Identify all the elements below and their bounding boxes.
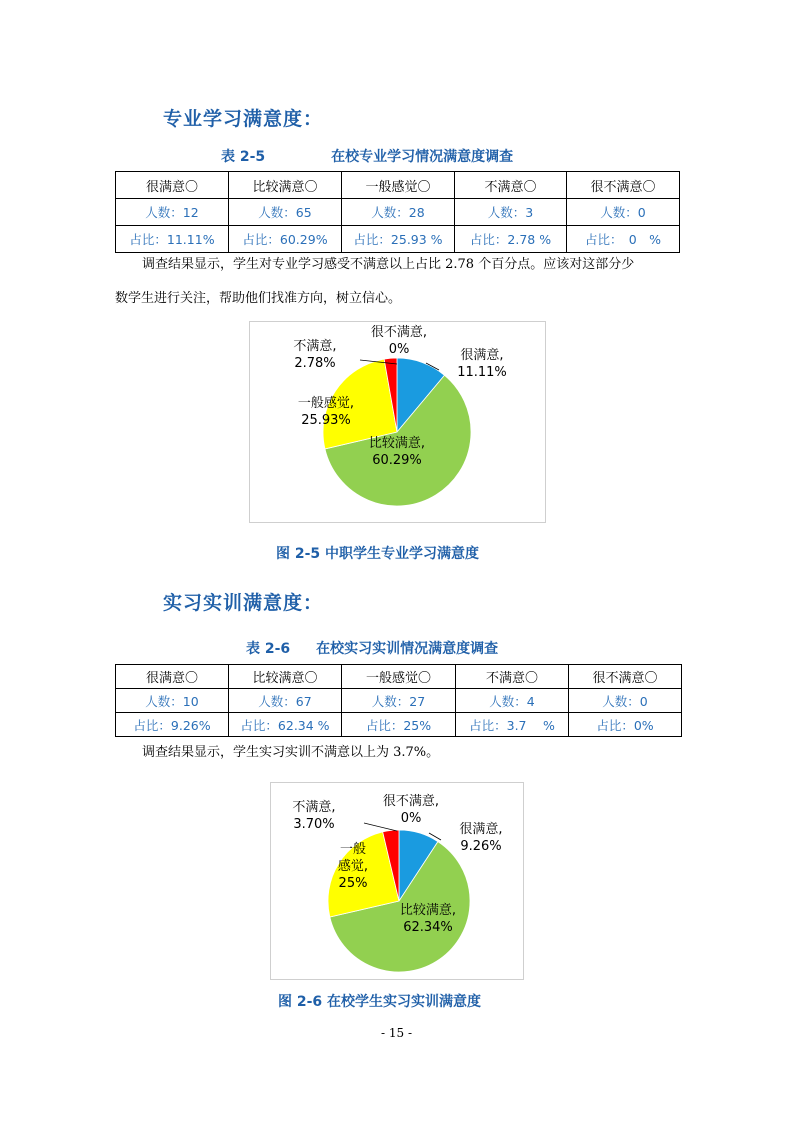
figure-caption-2-6: 图 2-6 在校学生实习实训满意度 bbox=[278, 994, 482, 1010]
count-cell: 人数：0 bbox=[567, 199, 680, 226]
header-cell-very-unsatisfied: 很不满意〇 bbox=[569, 665, 682, 689]
header-cell-unsatisfied: 不满意〇 bbox=[455, 172, 567, 199]
count-cell: 人数：27 bbox=[342, 689, 456, 713]
figure-caption-2-5: 图 2-5 中职学生专业学习满意度 bbox=[276, 546, 480, 562]
data-label-unsatisfied: 不满意, 3.70% bbox=[292, 800, 336, 832]
data-label-very-satisfied: 很满意, 9.26% bbox=[459, 822, 503, 854]
data-label-satisfied: 比较满意, 62.34% bbox=[399, 903, 457, 935]
header-cell-neutral: 一般感觉〇 bbox=[342, 665, 456, 689]
data-label-neutral: 一般感觉, 25% bbox=[337, 842, 369, 891]
percent-cell: 占比：25% bbox=[342, 713, 456, 737]
pie-chart-study bbox=[250, 322, 545, 522]
table-percent-row bbox=[116, 713, 682, 737]
percent-cell: 占比：11.11% bbox=[116, 226, 229, 253]
survey-table-study bbox=[115, 171, 680, 253]
table-number: 表 2-5 bbox=[221, 149, 266, 165]
percent-cell: 占比：9.26% bbox=[116, 713, 229, 737]
paragraph-study-line1: 调查结果显示，学生对专业学习感受不满意以上占比 2.78 个百分点。应该对这部分少 bbox=[142, 257, 635, 272]
count-cell: 人数：4 bbox=[456, 689, 569, 713]
header-cell-unsatisfied: 不满意〇 bbox=[456, 665, 569, 689]
header-cell-satisfied: 比较满意〇 bbox=[229, 665, 342, 689]
header-cell-very-unsatisfied: 很不满意〇 bbox=[567, 172, 680, 199]
table-header-row bbox=[116, 172, 680, 199]
percent-cell: 占比：0% bbox=[569, 713, 682, 737]
chart-frame-study bbox=[249, 321, 546, 523]
leader-line bbox=[364, 823, 397, 831]
data-label-neutral: 一般感觉, 25.93% bbox=[297, 396, 355, 428]
paragraph-practice-line1: 调查结果显示，学生实习实训不满意以上为 3.7%。 bbox=[142, 745, 440, 760]
data-label-very-satisfied: 很满意, 11.11% bbox=[457, 348, 507, 380]
survey-table-practice bbox=[115, 664, 682, 737]
count-cell: 人数：65 bbox=[229, 199, 342, 226]
percent-cell: 占比：25.93 % bbox=[342, 226, 455, 253]
page-number: - 15 - bbox=[380, 1026, 412, 1040]
count-cell: 人数：67 bbox=[229, 689, 342, 713]
data-label-unsatisfied: 不满意, 2.78% bbox=[293, 339, 337, 371]
section-heading-study: 专业学习满意度： bbox=[163, 108, 324, 130]
data-label-satisfied: 比较满意, 60.29% bbox=[368, 436, 426, 468]
count-cell: 人数：0 bbox=[569, 689, 682, 713]
header-cell-very-satisfied: 很满意〇 bbox=[116, 172, 229, 199]
table-count-row bbox=[116, 689, 682, 713]
table-percent-row bbox=[116, 226, 680, 253]
percent-cell: 占比：2.78 % bbox=[455, 226, 567, 253]
percent-cell: 占比：60.29% bbox=[229, 226, 342, 253]
header-cell-satisfied: 比较满意〇 bbox=[229, 172, 342, 199]
section-heading-practice: 实习实训满意度： bbox=[163, 592, 324, 614]
data-label-very-unsatisfied: 很不满意, 0% bbox=[370, 325, 428, 357]
header-cell-neutral: 一般感觉〇 bbox=[342, 172, 455, 199]
table-caption-2-5 bbox=[221, 146, 513, 166]
count-cell: 人数：3 bbox=[455, 199, 567, 226]
table-title: 在校实习实训情况满意度调查 bbox=[316, 641, 499, 657]
table-count-row bbox=[116, 199, 680, 226]
table-header-row bbox=[116, 665, 682, 689]
data-label-very-unsatisfied: 很不满意, 0% bbox=[382, 794, 440, 826]
table-caption-2-6 bbox=[246, 638, 498, 658]
table-title: 在校专业学习情况满意度调查 bbox=[331, 149, 514, 165]
table-number: 表 2-6 bbox=[246, 641, 291, 657]
pie-chart-practice bbox=[271, 783, 523, 979]
count-cell: 人数：12 bbox=[116, 199, 229, 226]
chart-frame-practice bbox=[270, 782, 524, 980]
count-cell: 人数：10 bbox=[116, 689, 229, 713]
percent-cell: 占比：62.34 % bbox=[229, 713, 342, 737]
percent-cell: 占比：3.7 % bbox=[456, 713, 569, 737]
header-cell-very-satisfied: 很满意〇 bbox=[116, 665, 229, 689]
paragraph-study-line2: 数学生进行关注，帮助他们找准方向，树立信心。 bbox=[115, 291, 402, 306]
count-cell: 人数：28 bbox=[342, 199, 455, 226]
percent-cell: 占比： 0 % bbox=[567, 226, 680, 253]
